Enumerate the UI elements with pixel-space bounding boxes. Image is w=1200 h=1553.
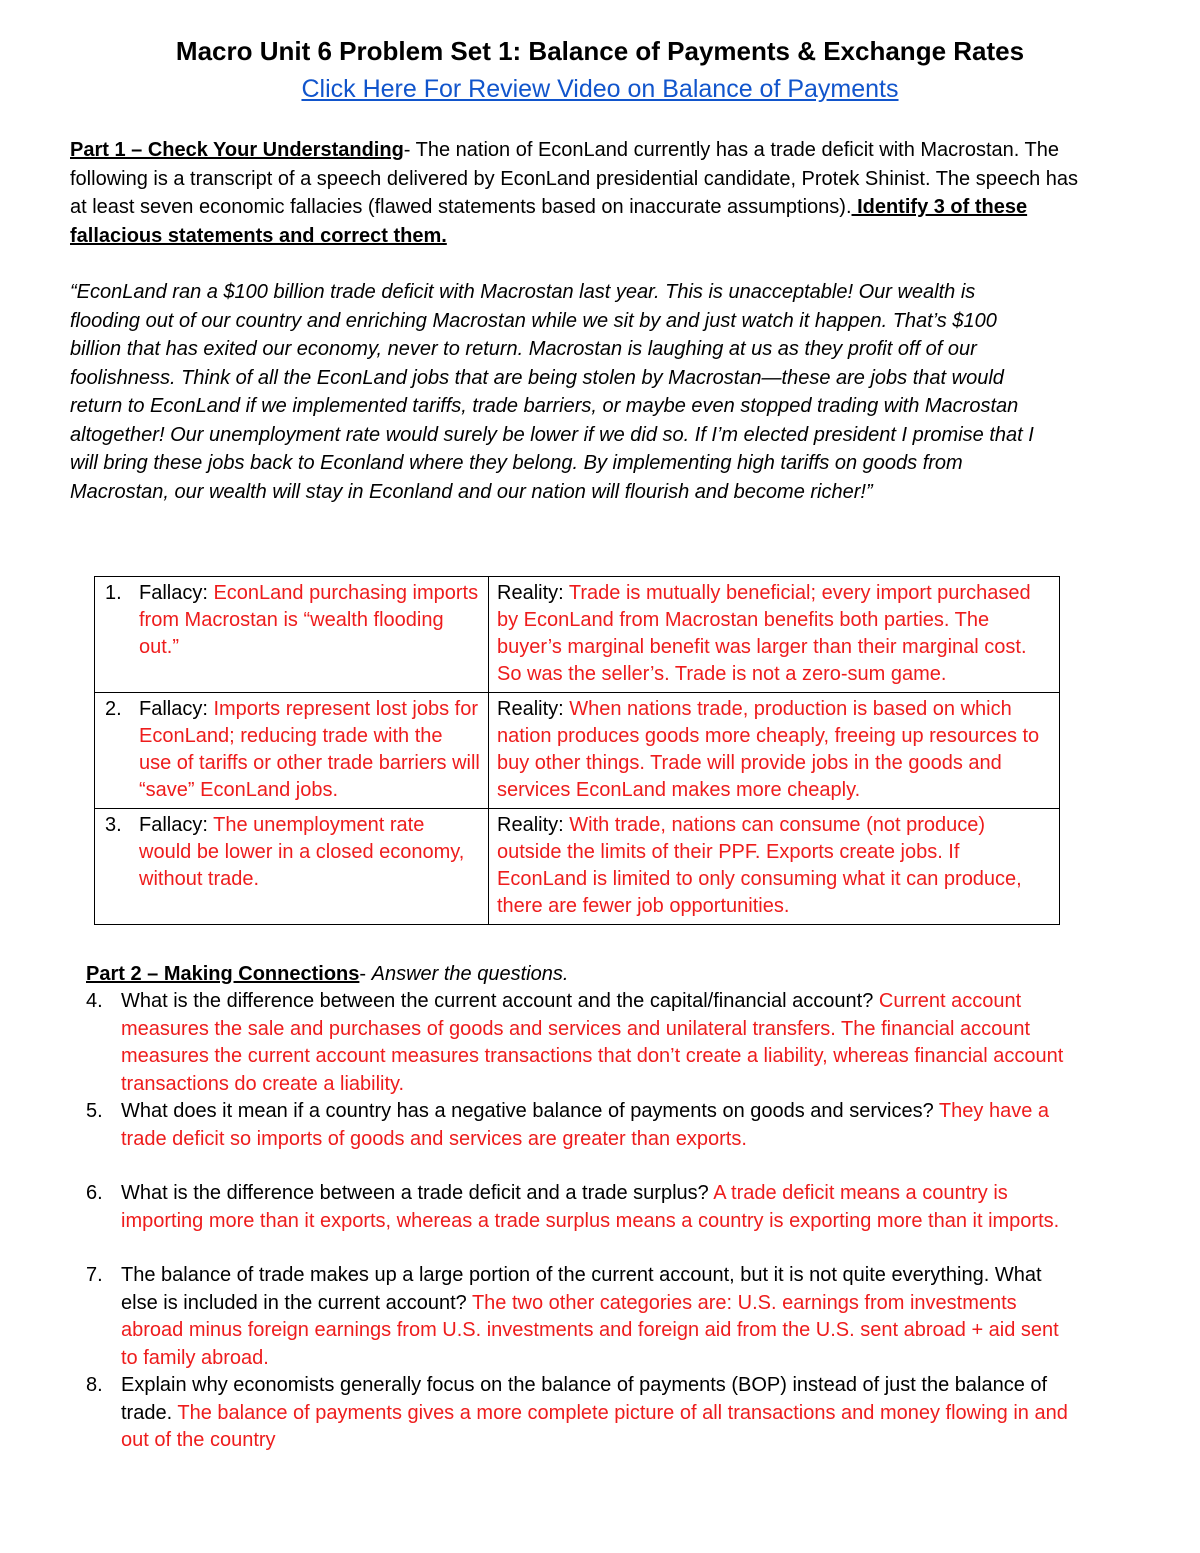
- fallacy-label: Fallacy:: [139, 582, 214, 604]
- fallacy-text: EconLand purchasing imports from Macrostan is “wealth flooding out.”: [139, 582, 479, 658]
- speech-transcript: “EconLand ran a $100 billion trade deficit with Macrostan last year. This is unacceptable! Our wealth is flooding out of our country and enriching Macrostan while we sit by and just watch it happen. That’s $100 billion that has exited our economy, never to return. Macrostan is laughing at us as they profit off of our foolishness. Think of all the EconLand jobs that are being stolen by Macrostan—these are jobs that would return to EconLand if we implemented tariffs, trade barriers, or maybe even stopped trading with Macrostan altogether! Our unemployment rate would surely be lower if we did so. If I’m elected president I promise that I will bring these jobs back to Econland where they belong. By implementing high tariffs on goods from Macrostan, our wealth will stay in Econland and our nation will flourish and become richer!”: [70, 281, 1034, 503]
- part2-header: Part 2 – Making Connections- Answer the questions.: [86, 963, 569, 985]
- question-item: [86, 988, 1071, 1098]
- question-text: What does it mean if a country has a negative balance of payments on goods and services?: [121, 1100, 934, 1122]
- question-item: [86, 1180, 1071, 1235]
- part1-intro: [70, 136, 1090, 250]
- part1-task: Identify 3 of these fallacious statements and correct them.: [70, 196, 1028, 247]
- table-row: [95, 577, 1060, 693]
- reality-cell: [489, 693, 1060, 809]
- row-number: 3.: [105, 814, 122, 836]
- part2-instruction: Answer the questions.: [371, 963, 569, 985]
- reality-text: Trade is mutually beneficial; every import purchased by EconLand from Macrostan benefits both parties. The buyer’s marginal benefit was larger than their marginal cost. So was the seller’s. Trade is not a zero-sum game.: [497, 582, 1031, 685]
- question-item: [86, 1262, 1071, 1372]
- question-text: Explain why economists generally focus on the balance of payments (BOP) instead of just the balance of trade.: [121, 1374, 1048, 1424]
- reality-text: With trade, nations can consume (not produce) outside the limits of their PPF. Exports create jobs. If EconLand is limited to only consuming what it can produce, there are fewer job opportunities.: [497, 814, 1022, 917]
- reality-label: Reality:: [497, 814, 570, 836]
- review-video-link[interactable]: Click Here For Review Video on Balance of Payments: [301, 75, 899, 103]
- fallacy-text: The unemployment rate would be lower in a closed economy, without trade.: [139, 814, 465, 890]
- part1-heading: Part 1 – Check Your Understanding: [70, 139, 404, 161]
- answer-text: The two other categories are: U.S. earnings from investments abroad minus foreign earnings from U.S. investments and foreign aid from the U.S. sent abroad + aid sent to family abroad.: [121, 1291, 1059, 1369]
- part2-heading: Part 2 – Making Connections: [86, 963, 360, 985]
- reality-label: Reality:: [497, 698, 570, 720]
- table-row: [95, 809, 1060, 925]
- row-number: 1.: [105, 582, 122, 604]
- fallacy-label: Fallacy:: [139, 698, 214, 720]
- answer-text: The balance of payments gives a more complete picture of all transactions and money flowing in and out of the country: [121, 1401, 1068, 1451]
- reality-label: Reality:: [497, 582, 569, 604]
- part1-intro-text: - The nation of EconLand currently has a trade deficit with Macrostan. The following is a transcript of a speech delivered by EconLand presidential candidate, Protek Shinist. The speech has at least seven economic fallacies (flawed statements based on inaccurate assumptions).: [70, 139, 1079, 218]
- question-text: What is the difference between a trade deficit and a trade surplus?: [121, 1182, 709, 1204]
- answer-text: Current account measures the sale and purchases of goods and services and unilateral transfers. The financial account measures the current account measures transactions that don’t create a liability, whereas financial account transactions do create a liability.: [121, 990, 1064, 1095]
- question-number: 6.: [86, 1182, 103, 1204]
- fallacy-label: Fallacy:: [139, 814, 214, 836]
- question-item: [86, 1098, 1071, 1153]
- row-number: 2.: [105, 698, 122, 720]
- reality-text: When nations trade, production is based on which nation produces goods more cheaply, freeing up resources to buy other things. Trade will provide jobs in the goods and services EconLand makes more cheaply.: [497, 698, 1040, 801]
- question-item: [86, 1372, 1071, 1455]
- question-number: 7.: [86, 1264, 103, 1286]
- table-row: [95, 693, 1060, 809]
- fallacy-cell: [95, 577, 489, 693]
- page-title: Macro Unit 6 Problem Set 1: Balance of Payments & Exchange Rates: [175, 36, 1025, 66]
- reality-cell: [489, 809, 1060, 925]
- question-number: 4.: [86, 990, 103, 1012]
- fallacy-cell: [95, 693, 489, 809]
- question-number: 5.: [86, 1100, 103, 1122]
- question-text: The balance of trade makes up a large portion of the current account, but it is not quite everything. What else is included in the current account?: [121, 1264, 1042, 1314]
- fallacy-table: [94, 576, 1060, 925]
- answer-text: They have a trade deficit so imports of goods and services are greater than exports.: [121, 1100, 1049, 1150]
- fallacy-text: Imports represent lost jobs for EconLand; reducing trade with the use of tariffs or other trade barriers will “save” EconLand jobs.: [139, 698, 480, 801]
- question-text: What is the difference between the current account and the capital/financial account?: [121, 990, 874, 1012]
- answer-text: A trade deficit means a country is importing more than it exports, whereas a trade surplus means a country is exporting more than it imports.: [121, 1182, 1060, 1232]
- fallacy-cell: [95, 809, 489, 925]
- reality-cell: [489, 577, 1060, 693]
- question-number: 8.: [86, 1374, 103, 1396]
